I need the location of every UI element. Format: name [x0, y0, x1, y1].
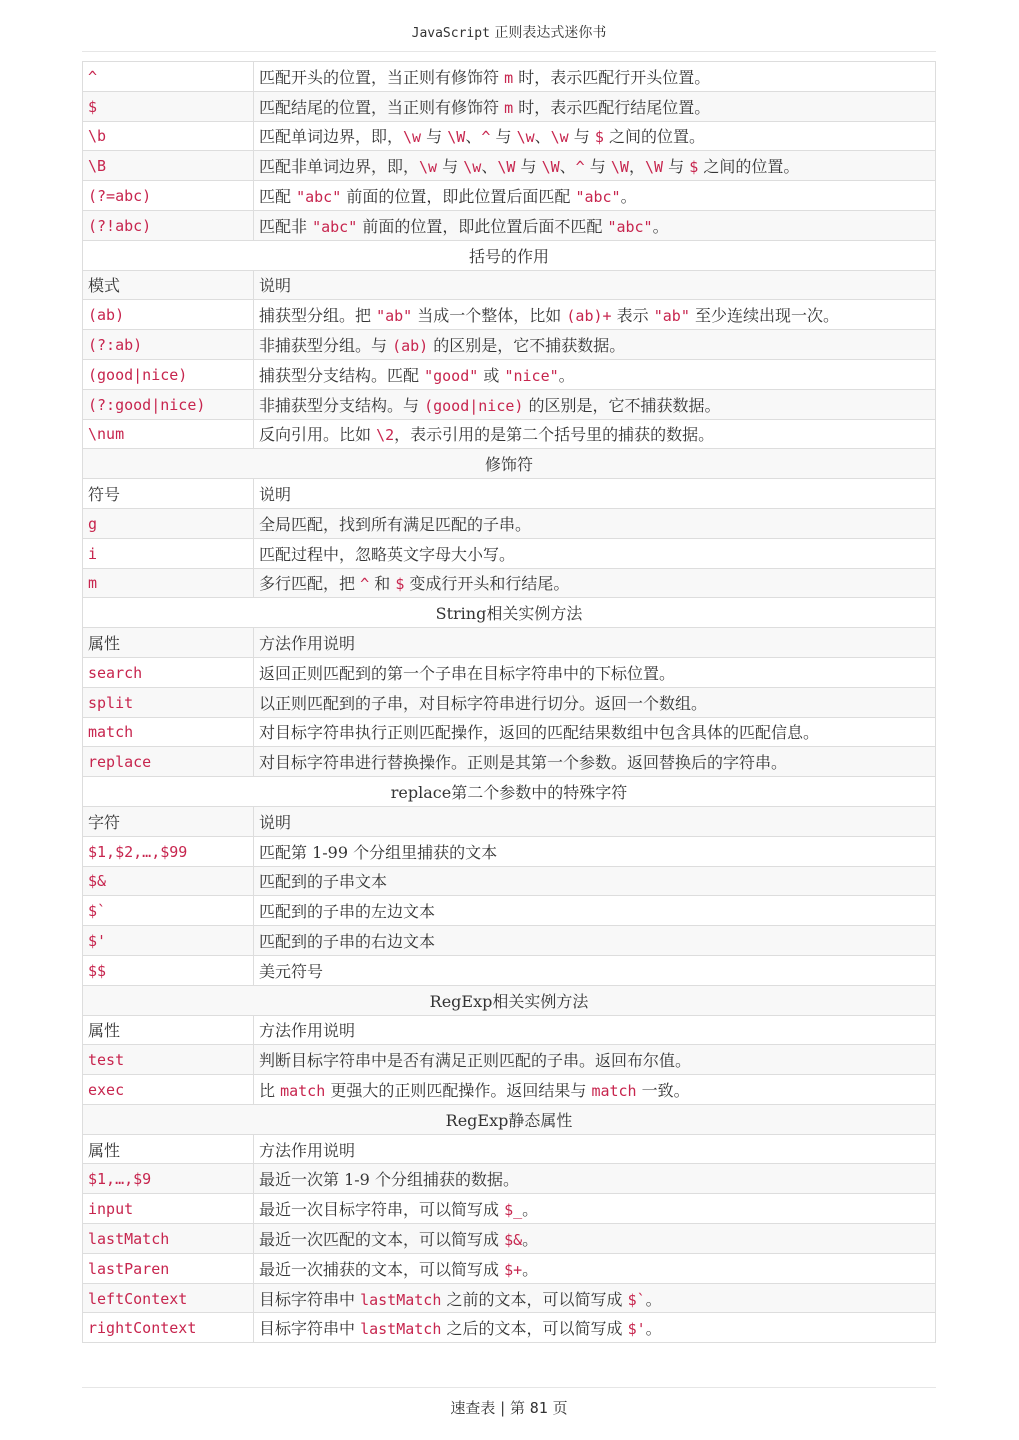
code-text: rightContext	[88, 1319, 197, 1338]
description-text: 比	[259, 1080, 281, 1100]
description-text: 美元符号	[259, 961, 324, 981]
table-row	[83, 62, 936, 92]
description-text: 。	[620, 187, 637, 207]
description-text: 与	[421, 127, 448, 147]
inline-code: \w	[516, 128, 535, 147]
code-cell	[83, 181, 254, 211]
description-text: 全局匹配，找到所有满足匹配的子串。	[259, 514, 532, 534]
code-cell	[83, 300, 254, 330]
description-text: 返回正则匹配到的第一个子串在目标字符串中的下标位置。	[259, 663, 676, 683]
description-text: 与	[515, 157, 542, 177]
description-cell	[254, 866, 936, 896]
description-text: 判断目标字符串中是否有满足正则匹配的子串。返回布尔值。	[259, 1051, 692, 1071]
code-cell	[83, 717, 254, 747]
description-cell	[254, 836, 936, 866]
code-cell	[83, 657, 254, 687]
code-cell	[83, 1194, 254, 1224]
inline-code: "abc"	[607, 217, 653, 236]
code-cell	[83, 151, 254, 181]
description-cell	[254, 151, 936, 181]
description-text: 捕获型分支结构。匹配	[259, 365, 425, 385]
inline-code: $_	[504, 1201, 523, 1220]
description-cell	[254, 210, 936, 240]
inline-code: match	[280, 1081, 326, 1100]
description-text: 的区别是，它不捕获数据。	[428, 336, 626, 356]
code-cell	[83, 926, 254, 956]
code-cell	[83, 896, 254, 926]
table-row	[83, 747, 936, 777]
inline-code: (ab)	[392, 337, 429, 356]
code-cell	[83, 1224, 254, 1254]
code-text: m	[88, 574, 98, 593]
description-cell	[254, 926, 936, 956]
code-text: \b	[88, 127, 107, 146]
table-row	[83, 300, 936, 330]
table-row	[83, 1075, 936, 1105]
description-text: 。	[522, 1229, 539, 1249]
inline-code: "nice"	[504, 366, 559, 385]
code-text: test	[88, 1051, 125, 1070]
inline-code: $&	[504, 1230, 523, 1249]
footer-label: 速查表	[450, 1399, 496, 1417]
column-header: 符号	[83, 479, 254, 509]
table-row	[83, 926, 936, 956]
description-text: 目标字符串中	[259, 1289, 361, 1309]
code-cell	[83, 538, 254, 568]
code-text: $&	[88, 872, 107, 891]
header-title-code: JavaScript	[411, 26, 490, 41]
column-header: 说明	[254, 270, 936, 300]
footer-page-prefix: 第	[509, 1399, 525, 1417]
section-title-row	[83, 240, 936, 270]
inline-code: \W	[644, 158, 664, 177]
code-cell	[83, 1164, 254, 1194]
description-text: 匹配	[259, 187, 297, 207]
description-cell	[254, 657, 936, 687]
column-header: 字符	[83, 806, 254, 836]
inline-code: (good|nice)	[424, 396, 524, 415]
description-text: 。	[522, 1200, 539, 1220]
description-cell	[254, 1164, 936, 1194]
column-header: 方法作用说明	[254, 628, 936, 658]
inline-code: (ab)+	[566, 307, 612, 326]
description-cell	[254, 121, 936, 151]
inline-code: lastMatch	[360, 1320, 442, 1339]
code-cell	[83, 866, 254, 896]
inline-code: "abc"	[575, 188, 621, 207]
code-text: exec	[88, 1080, 125, 1099]
description-cell	[254, 747, 936, 777]
table-row	[83, 836, 936, 866]
description-text: 匹配第 1-99 个分组里捕获的文本	[259, 842, 498, 862]
description-cell	[254, 1045, 936, 1075]
inline-code: $	[689, 158, 699, 177]
code-text: split	[88, 693, 134, 712]
description-text: 。	[645, 1289, 662, 1309]
description-text: 与	[490, 127, 517, 147]
code-text: $`	[88, 902, 107, 921]
description-text: 与	[584, 157, 611, 177]
table-row	[83, 538, 936, 568]
code-text: $	[88, 97, 98, 116]
code-text: (?:good|nice)	[88, 395, 206, 414]
description-text: 匹配到的子串文本	[259, 872, 388, 892]
inline-code: \w	[463, 158, 482, 177]
table-row	[83, 1045, 936, 1075]
inline-code: ^	[360, 575, 370, 594]
description-text: 的区别是，它不捕获数据。	[523, 395, 721, 415]
description-cell	[254, 1075, 936, 1105]
description-cell	[254, 1194, 936, 1224]
description-text: 匹配到的子串的左边文本	[259, 902, 436, 922]
code-cell	[83, 1075, 254, 1105]
table-row	[83, 330, 936, 360]
inline-code: "ab"	[376, 307, 413, 326]
code-text: (?!abc)	[88, 216, 152, 235]
description-cell	[254, 1253, 936, 1283]
description-text: 一致。	[636, 1080, 690, 1100]
inline-code: $`	[627, 1290, 646, 1309]
inline-code: $	[395, 575, 405, 594]
description-text: 匹配非	[259, 216, 313, 236]
table-row	[83, 508, 936, 538]
code-text: lastParen	[88, 1259, 170, 1278]
table-row	[83, 1194, 936, 1224]
inline-code: \W	[610, 158, 629, 177]
table-row	[83, 1313, 936, 1343]
code-text: $1,…,$9	[88, 1170, 152, 1189]
description-text: 和	[369, 574, 396, 594]
section-title-row	[83, 598, 936, 628]
description-text: 非捕获型分组。与	[259, 336, 393, 356]
description-cell	[254, 1283, 936, 1313]
description-cell	[254, 508, 936, 538]
table-row	[83, 91, 936, 121]
inline-code: \w	[419, 158, 438, 177]
code-cell	[83, 121, 254, 151]
inline-code: $'	[627, 1320, 646, 1339]
table-row	[83, 1283, 936, 1313]
code-cell	[83, 1313, 254, 1343]
description-text: 、	[465, 127, 482, 147]
code-text: (ab)	[88, 306, 125, 325]
inline-code: $	[594, 128, 604, 147]
description-text: 表示	[611, 306, 654, 326]
code-text: \B	[88, 157, 107, 176]
description-cell	[254, 181, 936, 211]
column-header-row	[83, 1015, 936, 1045]
inline-code: \w	[403, 128, 422, 147]
section-title: RegExp相关实例方法	[83, 985, 936, 1015]
column-header: 说明	[254, 806, 936, 836]
inline-code: "abc"	[312, 217, 358, 236]
section-title-row	[83, 449, 936, 479]
table-row	[83, 181, 936, 211]
inline-code: lastMatch	[360, 1290, 442, 1309]
code-text: $'	[88, 932, 107, 950]
code-cell	[83, 687, 254, 717]
description-cell	[254, 568, 936, 598]
column-header: 方法作用说明	[254, 1015, 936, 1045]
code-text: (?:ab)	[88, 336, 143, 355]
section-title-row	[83, 777, 936, 807]
description-text: 前面的位置，即此位置后面匹配	[341, 187, 576, 207]
header-title-text: 正则表达式迷你书	[489, 25, 607, 41]
inline-code: "abc"	[296, 188, 342, 207]
description-text: 之间的位置。	[698, 157, 800, 177]
table-row	[83, 1164, 936, 1194]
code-cell	[83, 330, 254, 360]
description-text: 。	[645, 1319, 662, 1339]
table-row	[83, 955, 936, 985]
code-text: ^	[88, 67, 98, 86]
description-text: 之后的文本，可以简写成	[441, 1319, 628, 1339]
column-header: 方法作用说明	[254, 1134, 936, 1164]
quick-reference-table	[82, 61, 936, 1343]
column-header: 说明	[254, 479, 936, 509]
inline-code: m	[504, 98, 514, 117]
description-text: 对目标字符串进行替换操作。正则是其第一个参数。返回替换后的字符串。	[259, 753, 788, 773]
column-header-row	[83, 628, 936, 658]
description-text: 与	[663, 157, 690, 177]
inline-code: \2	[376, 426, 395, 445]
quick-reference-body	[83, 62, 936, 1343]
description-text: 匹配开头的位置，当正则有修饰符	[259, 67, 505, 87]
column-header: 属性	[83, 1134, 254, 1164]
description-text: 。	[522, 1259, 539, 1279]
description-cell	[254, 1313, 936, 1343]
column-header-row	[83, 806, 936, 836]
inline-code: $+	[504, 1260, 523, 1279]
description-text: 最近一次第 1-9 个分组捕获的数据。	[259, 1170, 519, 1190]
description-text: 至少连续出现一次。	[689, 306, 839, 326]
table-row	[83, 210, 936, 240]
code-text: (?=abc)	[88, 187, 152, 206]
description-text: 匹配过程中，忽略英文字母大小写。	[259, 544, 516, 564]
table-row	[83, 687, 936, 717]
table-row	[83, 896, 936, 926]
page-header	[82, 0, 936, 52]
section-title: RegExp静态属性	[83, 1104, 936, 1134]
table-row	[83, 151, 936, 181]
description-cell	[254, 1224, 936, 1254]
code-text: (good|nice)	[88, 365, 188, 384]
description-cell	[254, 538, 936, 568]
code-text: g	[88, 514, 98, 533]
description-text: 前面的位置，即此位置后面不匹配	[357, 216, 608, 236]
description-text: 。	[652, 216, 669, 236]
description-cell	[254, 300, 936, 330]
inline-code: \W	[497, 158, 516, 177]
column-header-row	[83, 270, 936, 300]
description-text: ，	[628, 157, 645, 177]
inline-code: \w	[550, 128, 569, 147]
description-text: 多行匹配，把	[259, 574, 361, 594]
code-cell	[83, 508, 254, 538]
inline-code: \W	[541, 158, 560, 177]
code-cell	[83, 359, 254, 389]
column-header-row	[83, 1134, 936, 1164]
description-text: 或	[478, 365, 505, 385]
description-text: 捕获型分组。把	[259, 306, 377, 326]
description-text: ，表示引用的是第二个括号里的捕获的数据。	[394, 425, 715, 445]
table-row	[83, 717, 936, 747]
description-text: 最近一次目标字符串，可以简写成	[259, 1200, 505, 1220]
table-row	[83, 1224, 936, 1254]
description-text: 时，表示匹配行结尾位置。	[513, 97, 711, 117]
code-text: leftContext	[88, 1289, 188, 1308]
code-text: replace	[88, 753, 152, 772]
column-header: 属性	[83, 1015, 254, 1045]
description-text: 最近一次捕获的文本，可以简写成	[259, 1259, 505, 1279]
description-text: 、	[559, 157, 576, 177]
code-text: match	[88, 723, 134, 742]
table-row	[83, 121, 936, 151]
section-title: replace第二个参数中的特殊字符	[83, 777, 936, 807]
description-text: 匹配结尾的位置，当正则有修饰符	[259, 97, 505, 117]
code-cell	[83, 1283, 254, 1313]
code-cell	[83, 747, 254, 777]
description-text: 变成行开头和行结尾。	[404, 574, 570, 594]
table-row	[83, 866, 936, 896]
code-cell	[83, 419, 254, 449]
description-cell	[254, 896, 936, 926]
footer-page-number: 81	[529, 1399, 548, 1417]
code-cell	[83, 568, 254, 598]
code-cell	[83, 1253, 254, 1283]
inline-code: match	[591, 1081, 637, 1100]
description-text: 之间的位置。	[603, 127, 706, 147]
table-row	[83, 389, 936, 419]
code-text: search	[88, 663, 143, 682]
table-row	[83, 1253, 936, 1283]
table-row	[83, 657, 936, 687]
description-text: 与	[568, 127, 595, 147]
code-text: $1,$2,…,$99	[88, 842, 188, 861]
description-text: 目标字符串中	[259, 1319, 361, 1339]
description-text: 匹配到的子串的右边文本	[259, 932, 436, 951]
description-cell	[254, 955, 936, 985]
description-text: 匹配非单词边界，即，	[259, 157, 420, 177]
description-text: 之前的文本，可以简写成	[441, 1289, 628, 1309]
description-text: 非捕获型分支结构。与	[259, 395, 425, 415]
description-text: 当成一个整体，比如	[412, 306, 567, 326]
code-cell	[83, 1045, 254, 1075]
code-cell	[83, 91, 254, 121]
code-text: input	[88, 1200, 134, 1219]
code-text: lastMatch	[88, 1229, 170, 1248]
inline-code: ^	[575, 158, 585, 177]
description-text: 匹配单词边界，即，	[259, 127, 404, 147]
code-cell	[83, 836, 254, 866]
description-cell	[254, 62, 936, 92]
inline-code: ^	[481, 128, 491, 147]
page-footer	[82, 1387, 936, 1418]
description-text: 最近一次匹配的文本，可以简写成	[259, 1229, 505, 1249]
table-row	[83, 359, 936, 389]
inline-code: \W	[447, 128, 466, 147]
code-text: i	[88, 544, 98, 563]
description-cell	[254, 419, 936, 449]
section-title-row	[83, 1104, 936, 1134]
code-cell	[83, 389, 254, 419]
description-cell	[254, 330, 936, 360]
description-cell	[254, 687, 936, 717]
description-cell	[254, 717, 936, 747]
inline-code: m	[504, 68, 514, 87]
code-cell	[83, 62, 254, 92]
inline-code: "good"	[424, 366, 479, 385]
description-text: 更强大的正则匹配操作。返回结果与	[325, 1080, 592, 1100]
section-title: 修饰符	[83, 449, 936, 479]
description-text: 。	[558, 365, 575, 385]
code-cell	[83, 955, 254, 985]
description-text: 对目标字符串执行正则匹配操作，返回的匹配结果数组中包含具体的匹配信息。	[259, 723, 820, 743]
description-cell	[254, 91, 936, 121]
description-text: 、	[481, 157, 498, 177]
column-header-row	[83, 479, 936, 509]
footer-separator: |	[500, 1399, 506, 1417]
inline-code: "ab"	[653, 307, 690, 326]
code-text: $$	[88, 961, 107, 980]
description-text: 时，表示匹配行开头位置。	[513, 67, 711, 87]
description-text: 与	[437, 157, 464, 177]
description-text: 、	[534, 127, 551, 147]
table-row	[83, 419, 936, 449]
section-title: String相关实例方法	[83, 598, 936, 628]
description-text: 反向引用。比如	[259, 425, 377, 445]
column-header: 模式	[83, 270, 254, 300]
section-title: 括号的作用	[83, 240, 936, 270]
section-title-row	[83, 985, 936, 1015]
table-row	[83, 568, 936, 598]
code-text: \num	[88, 425, 125, 444]
code-cell	[83, 210, 254, 240]
column-header: 属性	[83, 628, 254, 658]
description-text: 以正则匹配到的子串，对目标字符串进行切分。返回一个数组。	[259, 693, 708, 713]
description-cell	[254, 389, 936, 419]
footer-page-suffix: 页	[552, 1399, 568, 1417]
description-cell	[254, 359, 936, 389]
